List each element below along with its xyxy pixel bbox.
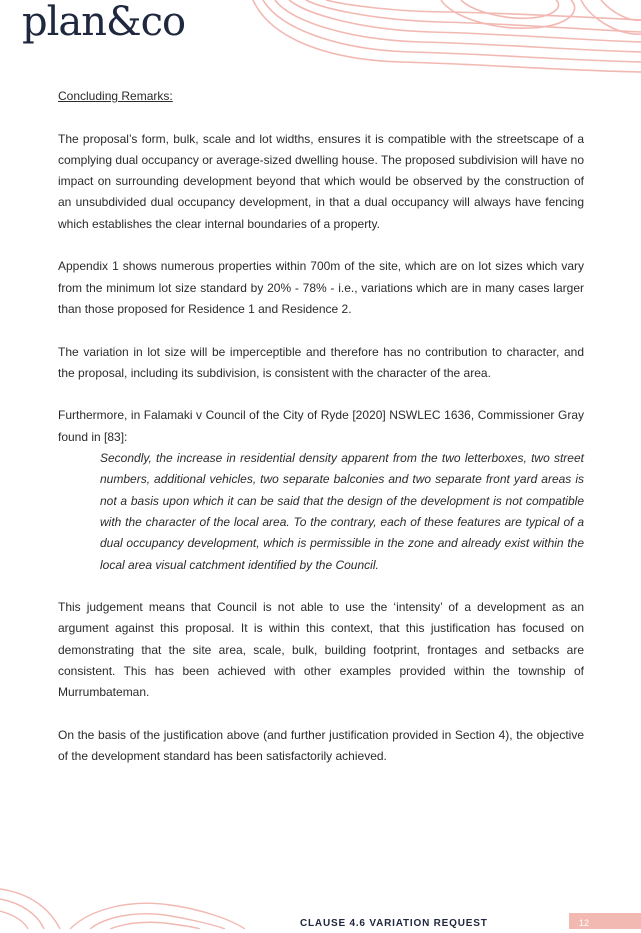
footer-title: CLAUSE 4.6 VARIATION REQUEST	[300, 918, 488, 929]
section-heading: Concluding Remarks:	[58, 89, 173, 103]
paragraph-2: Appendix 1 shows numerous properties within 700m of the site, which are on lot sizes which vary from the minimum lot size standard by 20% - 78% - i.e., variations which are in many cases larger than those proposed for Residence 1 and Residence 2.	[58, 259, 584, 316]
document-body	[58, 86, 584, 789]
paragraph-1: The proposal’s form, bulk, scale and lot widths, ensures it is compatible with the streetscape of a complying dual occupancy or average-sized dwelling house. The proposed subdivision will have no impact on surrounding development beyond that which would be observed by the construction of an unsubdivided dual occupancy development, in that a dual occupancy will always have fencing which establishes the clear internal boundaries of a property.	[58, 131, 584, 231]
topographic-lines-decoration	[251, 0, 641, 76]
topographic-lines-decoration-bottom	[0, 879, 250, 929]
paragraph-6: On the basis of the justification above (and further justification provided in Section 4), the objective of the development standard has been satisfactorily achieved.	[58, 727, 584, 764]
judgement-quote: Secondly, the increase in residential density apparent from the two letterboxes, two street numbers, additional vehicles, two separate balconies and two separate front yard areas is not a basis upon which it can be said that the design of the development is not compatible with the character of the local area. To the contrary, each of these features are typical of a dual occupancy development, which is permissible in the zone and already exist within the local area visual catchment identified by the Council.	[100, 451, 584, 572]
plan-co-logo: plan&co	[22, 0, 186, 45]
paragraph-3: The variation in lot size will be imperceptible and therefore has no contribution to character, and the proposal, including its subdivision, is consistent with the character of the area.	[58, 344, 584, 380]
page-number: 12	[569, 913, 641, 929]
paragraph-4: Furthermore, in Falamaki v Council of the City of Ryde [2020] NSWLEC 1636, Commissioner Gray found in [83]:	[58, 408, 584, 444]
paragraph-5: This judgement means that Council is not able to use the ‘intensity’ of a development as an argument against this proposal. It is within this context, that this justification has focused on demonstrating that the site area, scale, bulk, building footprint, frontages and setbacks are consistent. This has been achieved with other examples provided within the township of Murrumbateman.	[58, 600, 584, 700]
